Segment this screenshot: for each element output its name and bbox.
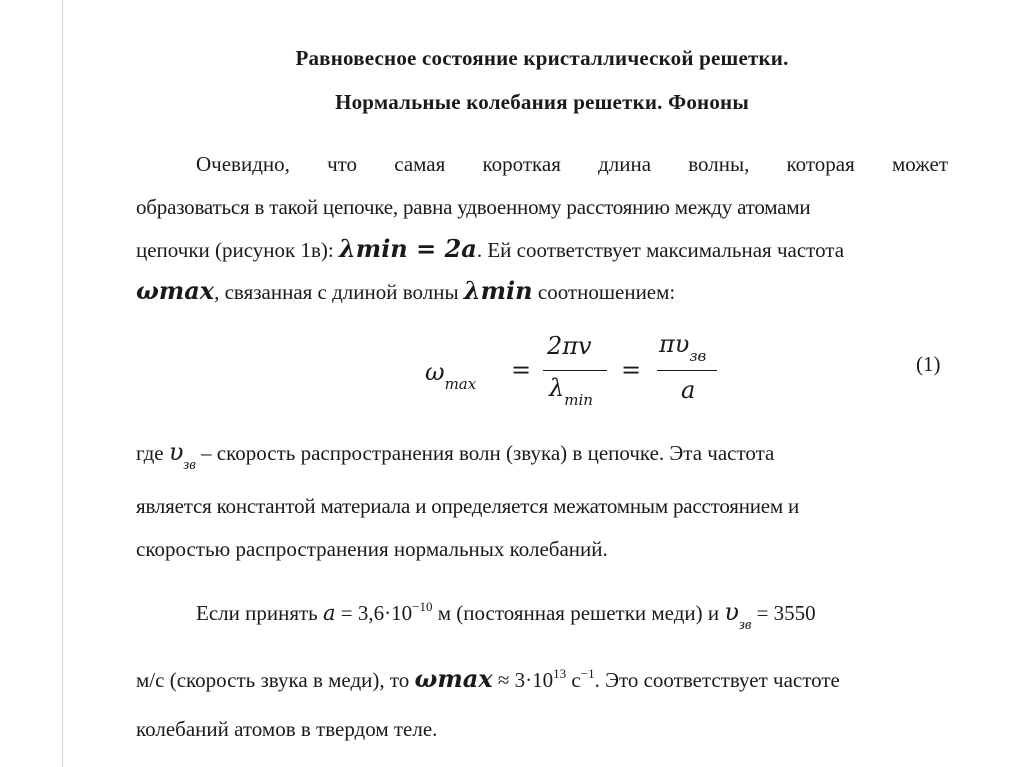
fraction2-bar [657, 370, 717, 371]
paragraph1-word: короткая [482, 152, 561, 176]
page-subtitle: Нормальные колебания решетки. Фононы [335, 90, 749, 114]
page-title: Равновесное состояние кристаллической решетки. [295, 46, 789, 70]
fraction2-denominator: a [681, 376, 696, 404]
paragraph1-word: Очевидно, [196, 152, 290, 176]
sound-speed-value: = 3550 [751, 601, 816, 625]
omega-unit-exponent: −1 [580, 666, 595, 681]
fraction2-numerator: $\pi\upsilon_{зв}$ [659, 330, 707, 365]
paragraph1-line4-post: соотношением: [532, 280, 676, 304]
paragraph1-line4-text: , связанная с длиной волны [214, 280, 464, 304]
paragraph3-line2-post: . Это соответствует частоте [594, 668, 840, 692]
lambda-min-symbol: λmin [463, 276, 533, 305]
omega-max-exponent: 13 [553, 666, 567, 681]
page-border [62, 0, 63, 767]
equation-number: (1) [916, 352, 941, 376]
paragraph1-word: может [892, 152, 948, 176]
omega-max-symbol-2: ωmax [414, 664, 493, 693]
lambda-min-formula: λmin = 2a [338, 234, 477, 263]
paragraph1-line3-text: цепочки (рисунок 1в): [136, 238, 339, 262]
paragraph3-line1-post: м (постоянная решетки меди) и [432, 601, 725, 625]
fraction1-denominator: $\lambda_{min}$ [549, 374, 593, 409]
paragraph3-line1 [196, 597, 948, 640]
paragraph1-line3-post: . Ей соответствует максимальная частота [476, 238, 845, 262]
paragraph3-line1-pre: Если принять [196, 601, 323, 625]
fraction1-bar [543, 370, 607, 371]
paragraph3-line2 [136, 664, 948, 695]
paragraph2-line1-post: – скорость распространения волн (звука) в цепочке. Эта частота [195, 441, 775, 465]
fraction1-numerator: 2πv [547, 332, 592, 360]
equation-equals-2: = [621, 356, 642, 384]
paragraph1-line4 [136, 276, 948, 307]
paragraph1-word: что [327, 152, 358, 176]
paragraph1-word: которая [786, 152, 855, 176]
v-sound-symbol: υ [168, 438, 184, 466]
equation-1 [425, 330, 745, 420]
paragraph3-line3: колебаний атомов в твердом теле. [136, 717, 438, 741]
paragraph3-line2-pre: м/с (скорость звука в меди), то [136, 668, 415, 692]
paragraph1-line1 [196, 149, 948, 179]
paragraph1-line3 [136, 234, 948, 265]
equation-lhs: $\omega_{max}$ [425, 358, 477, 393]
paragraph1-word: длина [598, 152, 652, 176]
paragraph1-word: самая [394, 152, 446, 176]
paragraph1-line2: образоваться в такой цепочке, равна удвоенному расстоянию между атомами [136, 195, 811, 219]
omega-max-value: ≈ 3·10 [492, 668, 554, 692]
equation-equals-1: = [511, 356, 532, 384]
paragraph2-line1-pre: где [136, 441, 169, 465]
v-sound-subscript-2: зв [738, 617, 752, 633]
paragraph1-word: волны, [688, 152, 750, 176]
paragraph2-line2: является константой материала и определяется межатомным расстоянием и [136, 494, 800, 518]
lattice-constant-value: = 3,6·10 [335, 601, 413, 625]
omega-unit: с [566, 668, 581, 692]
lattice-constant-exponent: −10 [412, 599, 433, 614]
v-sound-symbol-2: υ [724, 598, 739, 626]
omega-max-symbol: ωmax [136, 276, 215, 305]
v-sound-subscript: зв [183, 457, 196, 473]
paragraph2-line1 [136, 437, 948, 480]
lattice-constant-symbol: a [323, 601, 336, 625]
paragraph2-line3: скоростью распространения нормальных колебаний. [136, 537, 608, 561]
